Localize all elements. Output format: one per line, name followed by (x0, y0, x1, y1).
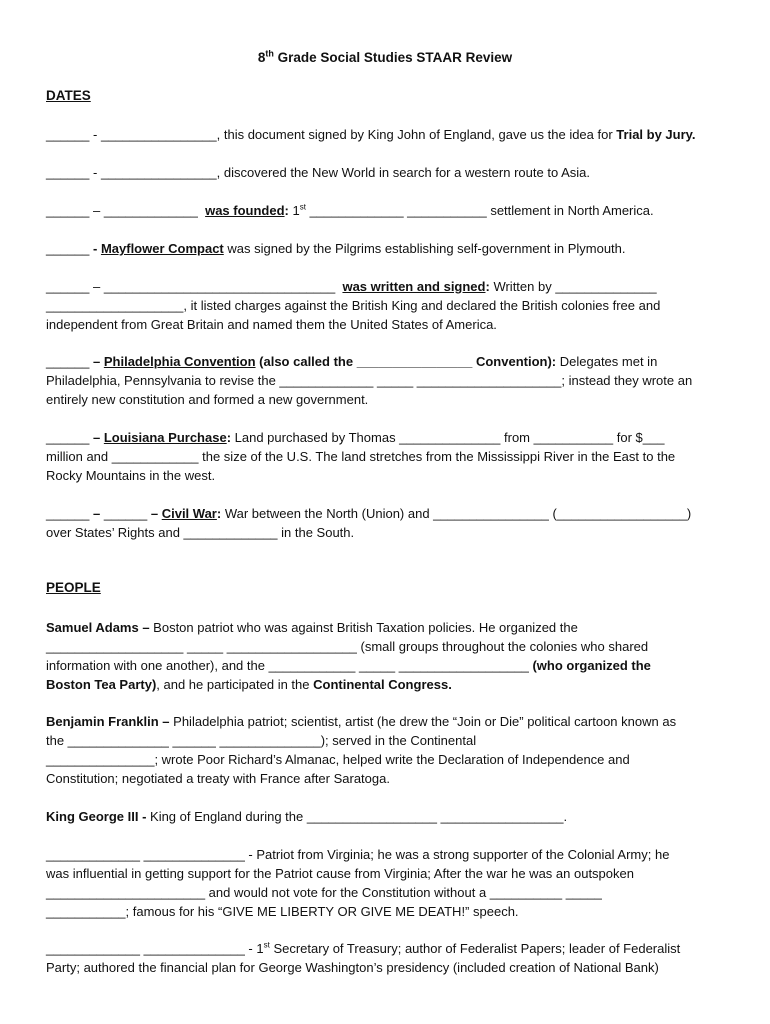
dates-line: million and ____________ the size of the U.S. The land stretches from the Mississippi River in the East to the (46, 449, 676, 464)
dates-line: Philadelphia, Pennsylvania to revise the _____________ _____ ____________________; instead they wrote an (46, 373, 693, 388)
title-grade: 8 (257, 50, 266, 65)
superscript: st (263, 940, 270, 950)
title-text: Grade Social Studies STAAR Review (273, 50, 513, 65)
dash: - (89, 165, 101, 180)
item-title: Mayflower Compact (100, 241, 224, 256)
blank: ______ (46, 506, 90, 521)
item-text: _____________ ______________ - 1 (46, 941, 264, 956)
item-text: , discovered the New World in search for a western route to Asia. (216, 165, 590, 180)
dates-line (46, 277, 726, 296)
dates-line: independent from Great Britain and named them the United States of America. (46, 317, 497, 332)
people-line: ___________; famous for his “GIVE ME LIBERTY OR GIVE ME DEATH!” speech. (46, 904, 519, 919)
item-bold: (also called the ________________ Convention): (255, 354, 557, 369)
item-text: War between the North (Union) and ________________ (__________________) (221, 506, 692, 521)
item-bold: Trial by Jury. (616, 127, 696, 142)
people-item-patriot-virginia (46, 845, 726, 921)
blank: ______ (46, 127, 90, 142)
people-line (46, 618, 726, 637)
blank: ______ (46, 354, 90, 369)
people-line: was influential in getting support for the Patriot cause from Virginia; After the war he was an outspoken (46, 866, 634, 881)
blank: ______ (46, 203, 90, 218)
item-bold: Boston Tea Party) (46, 677, 157, 692)
dates-line (46, 201, 726, 220)
people-line: Constitution; negotiated a treaty with France after Saratoga. (46, 771, 390, 786)
dash: – (89, 430, 104, 445)
dates-item-louisiana (46, 428, 726, 485)
dates-heading: DATES (46, 88, 91, 103)
people-line: Party; authored the financial plan for George Washington’s presidency (included creation of National Bank) (46, 960, 659, 975)
colon: : (284, 203, 289, 218)
dates-line: ___________________, it listed charges against the British King and declared the British colonies free and (46, 298, 661, 313)
people-heading: PEOPLE (46, 580, 101, 595)
item-title: Philadelphia Convention (103, 354, 256, 369)
dates-line: entirely new constitution and formed a new government. (46, 392, 369, 407)
dates-line: Rocky Mountains in the west. (46, 468, 216, 483)
dash: – (147, 506, 162, 521)
title-superscript: th (265, 48, 274, 59)
dates-line (46, 125, 726, 144)
blank: ______ (46, 279, 90, 294)
item-text: , this document signed by King John of England, gave us the idea for (216, 127, 617, 142)
dates-line (46, 352, 726, 371)
dates-line (46, 163, 726, 182)
dates-item-magna-carta (46, 125, 726, 144)
dash: – (89, 203, 104, 218)
person-name: Samuel Adams – (46, 620, 150, 635)
item-title: was founded (205, 203, 285, 218)
dash: - (89, 127, 101, 142)
people-item-samuel-adams (46, 618, 726, 694)
colon: : (216, 506, 222, 521)
item-text: settlement in North America. (486, 203, 654, 218)
blank: ______ (46, 165, 90, 180)
item-text: information with one another), and the ____________ _____ __________________ (46, 658, 529, 673)
people-line (46, 675, 726, 694)
dates-item-convention (46, 352, 726, 409)
people-item-benjamin-franklin (46, 712, 726, 788)
item-title: Civil War (161, 506, 217, 521)
item-text: Boston patriot who was against British Taxation policies. He organized the (149, 620, 578, 635)
blank: ______ (103, 506, 148, 521)
superscript: st (299, 202, 306, 212)
dash: – (89, 354, 104, 369)
blank: ________________ (100, 127, 217, 142)
dash: – (89, 506, 104, 521)
dates-line (46, 428, 726, 447)
people-line (46, 712, 726, 731)
item-bold: (who organized the (528, 658, 651, 673)
dates-line: over States’ Rights and _____________ in the South. (46, 525, 355, 540)
people-line (46, 807, 726, 826)
dates-item-civil-war (46, 504, 726, 542)
blank: ______ (46, 430, 90, 445)
page-title (0, 50, 770, 65)
item-text: Delegates met in (556, 354, 658, 369)
dash: – (89, 279, 104, 294)
item-text: Secretary of Treasury; author of Federalist Papers; leader of Federalist (269, 941, 681, 956)
item-title: was written and signed (342, 279, 486, 294)
blank: _____________ (103, 203, 198, 218)
dates-item-mayflower (46, 239, 726, 258)
item-text: King of England during the __________________ _________________. (146, 809, 568, 824)
colon: : (226, 430, 232, 445)
item-title: Louisiana Purchase (103, 430, 227, 445)
dates-item-declaration (46, 277, 726, 334)
dates-item-columbus (46, 163, 726, 182)
item-text: was signed by the Pilgrims establishing self-government in Plymouth. (223, 241, 626, 256)
person-name: Benjamin Franklin – (46, 714, 170, 729)
people-line (46, 656, 726, 675)
item-text: Philadelphia patriot; scientist, artist (he drew the “Join or Die” political cartoon known as (169, 714, 677, 729)
dash: - (89, 241, 101, 256)
person-name: King George III - (46, 809, 147, 824)
item-bold: Continental Congress. (313, 677, 452, 692)
people-line: _____________ ______________ - Patriot from Virginia; he was a strong supporter of the Colonial Army; he (46, 847, 670, 862)
item-text: Written by ______________ (489, 279, 657, 294)
colon: : (485, 279, 490, 294)
item-text: , and he participated in the (156, 677, 314, 692)
blank: ________________ (100, 165, 217, 180)
blank: ________________________________ (103, 279, 336, 294)
people-line: _______________; wrote Poor Richard’s Almanac, helped write the Declaration of Independence and (46, 752, 630, 767)
blank: ______ (46, 241, 90, 256)
people-item-treasury-secretary (46, 939, 726, 977)
dates-line (46, 504, 726, 523)
people-item-king-george (46, 807, 726, 826)
dates-item-jamestown (46, 201, 726, 220)
blank: _____________ ___________ (305, 203, 487, 218)
item-text: 1 (288, 203, 300, 218)
item-text: Land purchased by Thomas ______________ from ___________ for $___ (231, 430, 665, 445)
people-line: the ______________ ______ ______________); served in the Continental (46, 733, 477, 748)
people-line: ___________________ _____ __________________ (small groups throughout the colonies who shared (46, 639, 649, 654)
dates-line (46, 239, 726, 258)
people-line: ______________________ and would not vote for the Constitution without a __________ _____ (46, 885, 602, 900)
people-line (46, 939, 726, 958)
